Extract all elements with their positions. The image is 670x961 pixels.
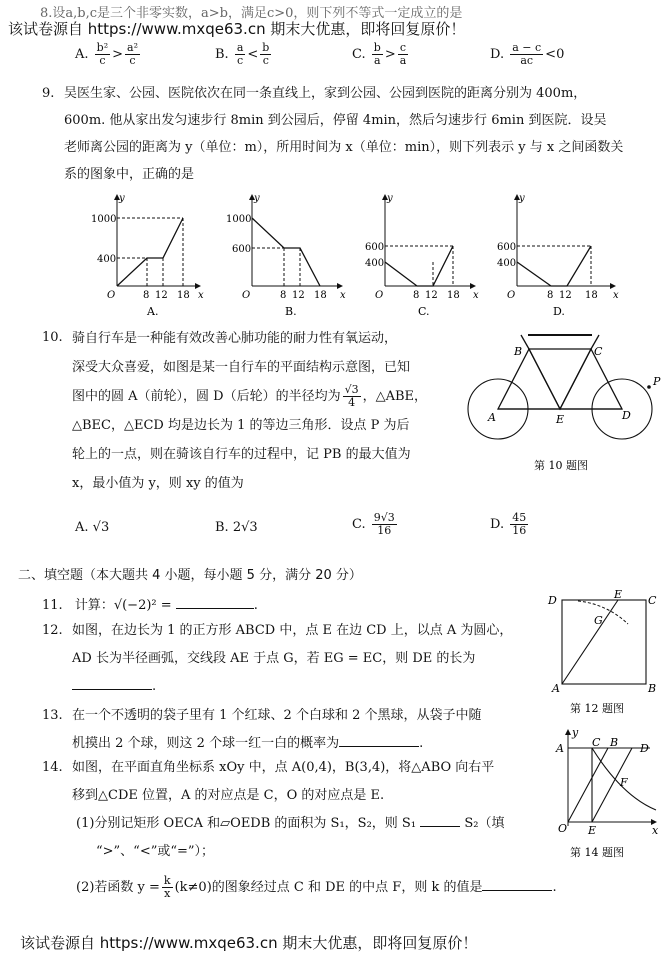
frac-num: a² — [127, 41, 138, 54]
bicycle-figure — [466, 325, 666, 475]
q14-compare-blank[interactable] — [420, 826, 460, 827]
q9-line: 600m. 他从家出发匀速步行 8min 到公园后，停留 4min，然后匀速步行 6min 到医院．设吴 — [64, 113, 607, 128]
x-tick: 8 — [547, 290, 554, 301]
q14-number: 14. — [42, 760, 63, 775]
frac-den: c — [99, 54, 106, 67]
axis-y-label: y — [119, 193, 125, 204]
frac-den: a — [374, 54, 381, 67]
frac-den: c — [262, 54, 269, 67]
frac-num: a — [236, 41, 244, 54]
axis-x-label: x — [613, 290, 619, 301]
q14-part2: (k≠0)的图象经过点 C 和 DE 的中点 F，则 k 的值是 — [174, 880, 483, 895]
q8-option-c — [352, 42, 410, 67]
x-tick: 18 — [314, 290, 327, 301]
q10-text: 图中的圆 A（前轮），圆 D（后轮）的半径均为 — [72, 389, 341, 404]
axis-x-label: x — [473, 290, 479, 301]
q12-end: . — [152, 679, 157, 694]
q11-end: . — [253, 598, 258, 613]
q14-part1: S₂（填 — [464, 816, 505, 831]
operator: > — [384, 47, 396, 62]
figure-caption: 第 12 题图 — [570, 702, 624, 715]
frac-num: 45 — [512, 511, 527, 524]
option-label: A. — [75, 520, 89, 535]
q13-end: . — [419, 736, 424, 751]
point-g: G — [594, 614, 603, 627]
axis-x-label: x — [198, 290, 204, 301]
q13-number: 13. — [42, 708, 63, 723]
axis-y-label: y — [387, 193, 393, 204]
x-tick: 8 — [413, 290, 420, 301]
q8-option-b — [215, 42, 273, 67]
axis-x-label: x — [652, 824, 659, 837]
y-tick: 400 — [497, 258, 517, 269]
y-tick: 600 — [232, 244, 252, 255]
q8-option-a — [75, 42, 142, 67]
graph-b — [226, 193, 346, 318]
origin-label: O — [375, 290, 384, 301]
q14-stem — [72, 754, 557, 902]
coordinate-figure — [552, 726, 662, 861]
point-a: A — [552, 682, 560, 695]
q11-text: 计算：√(−2)² = — [74, 598, 172, 613]
option-label: A. — [75, 47, 89, 62]
figure-caption: 第 14 题图 — [570, 846, 624, 859]
option-label: D. — [490, 47, 505, 62]
q13-answer-blank[interactable] — [339, 746, 419, 747]
x-tick: 18 — [585, 290, 598, 301]
q9-number: 9. — [42, 86, 55, 101]
q10-option-c — [352, 512, 399, 537]
q8-option-d — [490, 42, 564, 67]
frac-den: a — [399, 54, 407, 67]
graph-c — [365, 193, 479, 318]
y-tick: 1000 — [91, 214, 117, 225]
axis-y-label: y — [254, 193, 260, 204]
x-tick: 18 — [177, 290, 190, 301]
q12-line: AD 长为半径画弧，交线段 AE 于点 G，若 EG = EC，则 DE 的长为 — [72, 651, 476, 666]
graph-label: C. — [418, 305, 430, 318]
option-label: C. — [352, 517, 366, 532]
option-label: B. — [215, 47, 229, 62]
point-b: B — [648, 682, 657, 695]
x-tick: 8 — [143, 290, 150, 301]
q10-stem — [72, 324, 427, 498]
q13-text: 机摸出 2 个球，则这 2 个球一红一白的概率为 — [72, 736, 340, 751]
point-e: E — [588, 824, 597, 837]
point-c: C — [592, 736, 601, 749]
q11-number: 11. — [42, 598, 63, 613]
q11-answer-blank[interactable] — [176, 608, 254, 609]
axis-x-label: x — [340, 290, 346, 301]
watermark-bottom: 该试卷源自 https://www.mxqe63.cn 期末大优惠，即将回复原价！ — [20, 934, 478, 952]
frac-num: b — [262, 41, 270, 54]
q14-part2: (2)若函数 y = — [76, 880, 160, 895]
point-d: D — [622, 409, 631, 422]
graph-label: D. — [553, 305, 565, 318]
option-label: C. — [352, 47, 366, 62]
q9-line: 吴医生家、公园、医院依次在同一条直线上，家到公园、公园到医院的距离分别为 400m， — [64, 86, 587, 101]
origin-label: O — [107, 290, 116, 301]
q9-stem — [64, 80, 623, 188]
x-tick: 8 — [280, 290, 287, 301]
frac-den: x — [164, 887, 171, 900]
q10-number: 10. — [42, 330, 63, 345]
graph-label: B. — [285, 305, 297, 318]
point-a: A — [488, 411, 496, 424]
q13-stem — [72, 702, 481, 758]
point-b: B — [610, 736, 619, 749]
frac-num: a − c — [512, 41, 542, 54]
watermark-top: 该试卷源自 https://www.mxqe63.cn 期末大优惠，即将回复原价！ — [8, 20, 466, 38]
frac-num: √3 — [344, 383, 359, 396]
x-tick: 12 — [155, 290, 168, 301]
frac-num: c — [398, 42, 409, 55]
question-11 — [42, 594, 258, 613]
y-tick: 400 — [365, 258, 385, 269]
option-value: 2√3 — [232, 520, 258, 535]
operator: <0 — [545, 47, 565, 62]
frac-num: b — [373, 41, 381, 54]
q9-line: 老师离公园的距离为 y（单位：m），所用时间为 x（单位：min），则下列表示 y 与 x 之间函数关 — [64, 140, 624, 155]
graph-label: A. — [147, 305, 159, 318]
frac-den: ac — [520, 54, 534, 67]
q14-k-blank[interactable] — [482, 890, 552, 891]
x-tick: 18 — [447, 290, 460, 301]
operator: > — [112, 47, 124, 62]
q10-line — [72, 382, 427, 411]
square-figure — [548, 588, 658, 718]
frac-den: 16 — [377, 524, 392, 537]
q10-line: △BEC，△ECD 均是边长为 1 的等边三角形．设点 P 为后 — [72, 418, 410, 433]
point-c: C — [594, 345, 603, 358]
frac-num: k — [163, 874, 171, 887]
y-tick: 600 — [365, 242, 385, 253]
question-8-stem: 8.设a,b,c是三个非零实数，a>b，满足c>0，则下列不等式一定成立的是 — [40, 6, 463, 21]
frac-num: b² — [96, 41, 109, 54]
point-e: E — [614, 588, 623, 601]
point-b: B — [514, 345, 523, 358]
point-p: P — [653, 375, 661, 388]
q10-line: 轮上的一点，则在骑该自行车的过程中，记 PB 的最大值为 — [72, 447, 411, 462]
graph-d — [497, 193, 619, 318]
axis-y-label: y — [519, 193, 525, 204]
frac-den: 16 — [512, 524, 527, 537]
q13-line: 在一个不透明的袋子里有 1 个红球、2 个白球和 2 个黑球，从袋子中随 — [72, 708, 482, 723]
origin-label: O — [507, 290, 516, 301]
y-tick: 1000 — [226, 214, 252, 225]
frac-den: c — [237, 54, 244, 67]
q10-option-a — [75, 520, 109, 535]
q14-part1: “>”、“<”或“=”）； — [96, 844, 215, 859]
point-f: F — [620, 776, 628, 789]
q10-line: 深受大众喜爱，如图是某一自行车的平面结构示意图，已知 — [72, 360, 411, 375]
q12-stem — [72, 617, 512, 701]
y-tick: 400 — [97, 254, 117, 265]
q14-line: 移到△CDE 位置，A 的对应点是 C，O 的对应点是 E. — [72, 788, 385, 803]
point-d: D — [548, 594, 557, 607]
option-value: √3 — [92, 520, 110, 535]
frac-num: 9√3 — [373, 511, 395, 524]
y-tick: 600 — [497, 242, 517, 253]
q12-line: 如图，在边长为 1 的正方形 ABCD 中，点 E 在边 CD 上，以点 A 为圆心， — [72, 623, 513, 638]
axis-y-label: y — [572, 726, 579, 739]
q12-answer-blank[interactable] — [72, 689, 152, 690]
x-tick: 12 — [292, 290, 305, 301]
q9-line: 系的图象中，正确的是 — [64, 167, 195, 182]
x-tick: 12 — [425, 290, 438, 301]
q10-line: 骑自行车是一种能有效改善心肺功能的耐力性有氧运动， — [72, 331, 398, 346]
q12-number: 12. — [42, 623, 63, 638]
q10-text: ，△ABE， — [362, 389, 428, 404]
section-title: 二、填空题（本大题共 4 小题，每小题 5 分，满分 20 分） — [18, 568, 362, 583]
figure-caption: 第 10 题图 — [534, 459, 588, 472]
q10-option-d — [490, 512, 530, 537]
graph-a — [91, 193, 204, 318]
q9-graphs — [91, 190, 655, 320]
q14-line: 如图，在平面直角坐标系 xOy 中，点 A(0,4)，B(3,4)，将△ABO 向右平 — [72, 760, 495, 775]
x-tick: 12 — [559, 290, 572, 301]
q10-option-b — [215, 520, 258, 535]
frac-den: 4 — [348, 396, 356, 409]
option-label: B. — [215, 520, 229, 535]
q14-end: . — [552, 880, 557, 895]
operator: < — [247, 47, 259, 62]
point-c: C — [648, 594, 657, 607]
point-d: D — [640, 742, 649, 755]
origin-label: O — [242, 290, 251, 301]
point-e: E — [556, 413, 565, 426]
q14-part1: (1)分别记矩形 OECA 和▱OEDB 的面积为 S₁，S₂，则 S₁ — [76, 816, 417, 831]
q10-line: x，最小值为 y，则 xy 的值为 — [72, 476, 244, 491]
point-a: A — [556, 742, 564, 755]
origin-label: O — [558, 822, 568, 835]
option-label: D. — [490, 517, 505, 532]
frac-den: c — [129, 54, 136, 67]
